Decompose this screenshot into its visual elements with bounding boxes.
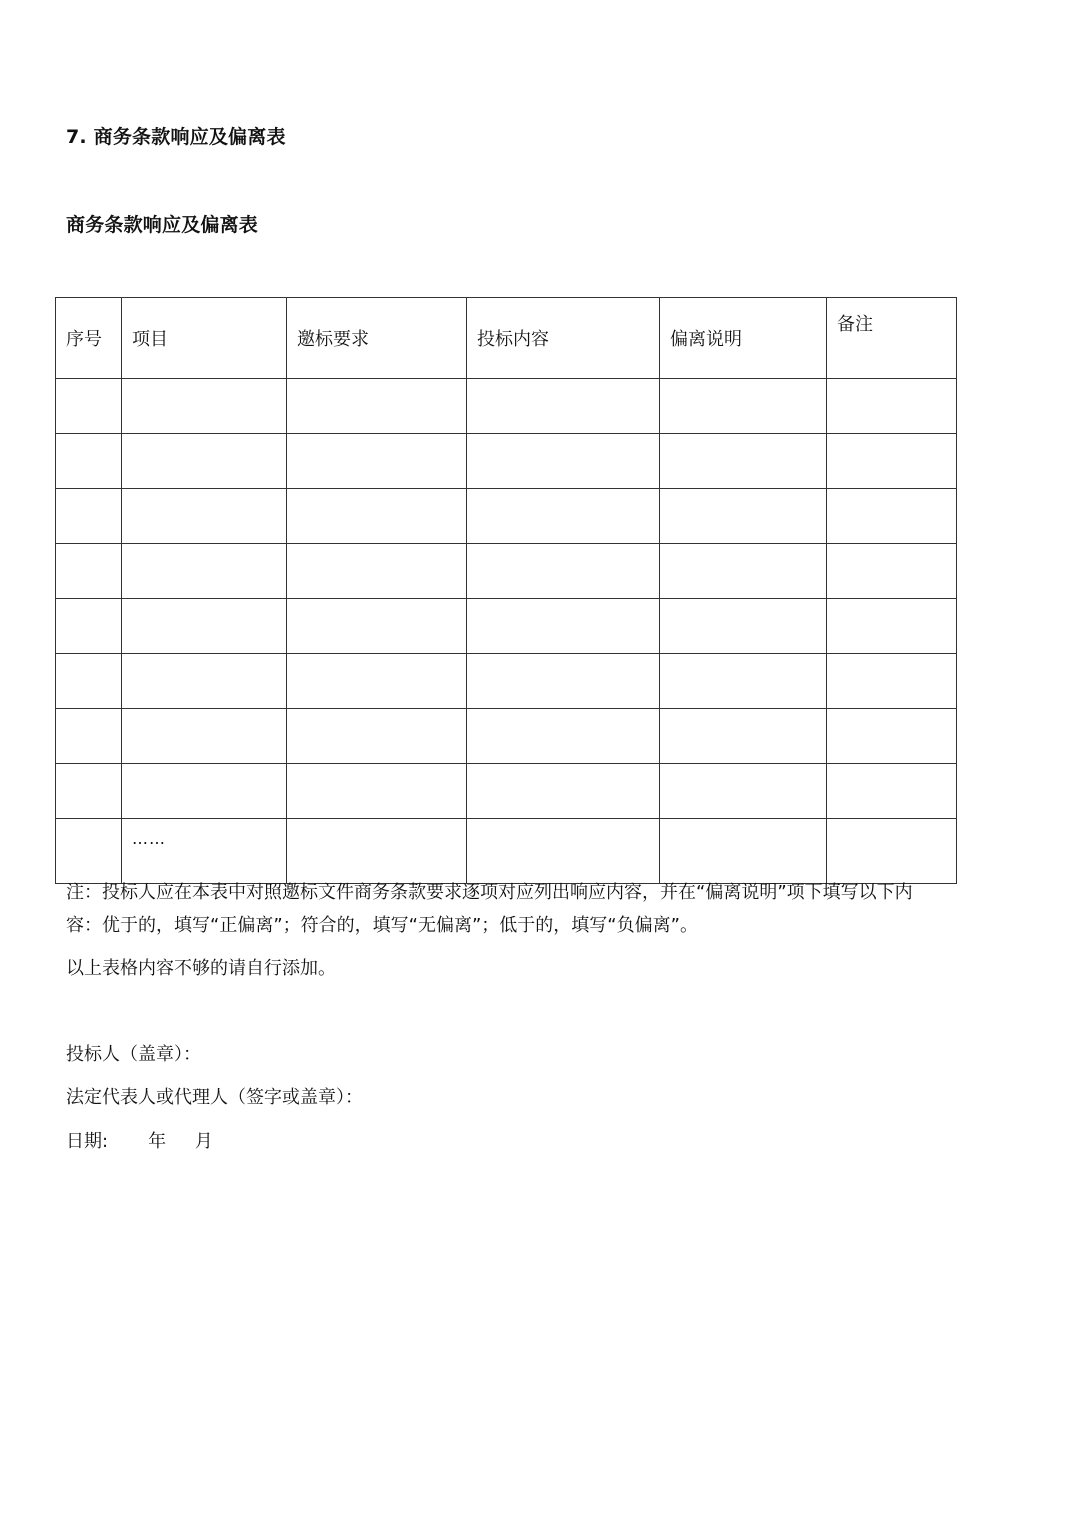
representative-signature-line: 法定代表人或代理人（签字或盖章）：	[66, 1087, 363, 1108]
table-cell	[287, 819, 467, 884]
table-cell	[56, 599, 122, 654]
header-remarks: 备注	[827, 298, 957, 379]
table-cell	[827, 819, 957, 884]
table-cell	[287, 709, 467, 764]
table-header-row	[56, 298, 957, 379]
table-row	[56, 434, 957, 489]
table-cell	[287, 764, 467, 819]
table-cell	[56, 654, 122, 709]
table-cell	[467, 709, 660, 764]
table-cell	[122, 434, 287, 489]
table-cell	[467, 544, 660, 599]
table-cell	[467, 654, 660, 709]
date-line: 日期: 年 月	[66, 1131, 213, 1152]
table-cell	[660, 764, 827, 819]
table-cell	[827, 544, 957, 599]
note-line-1: 注：投标人应在本表中对照邀标文件商务条款要求逐项对应列出响应内容，并在“偏离说明”项下填写以下内	[66, 882, 913, 903]
table-title: 商务条款响应及偏离表	[66, 214, 259, 236]
table-cell	[660, 599, 827, 654]
table-cell	[660, 434, 827, 489]
table-cell	[56, 544, 122, 599]
bidder-seal-line: 投标人（盖章）：	[66, 1044, 201, 1065]
table-cell	[287, 434, 467, 489]
add-rows-note: 以上表格内容不够的请自行添加。	[66, 958, 336, 979]
table-row	[56, 599, 957, 654]
table-row	[56, 819, 957, 884]
table-cell	[287, 544, 467, 599]
table-cell	[56, 379, 122, 434]
table-row	[56, 709, 957, 764]
table-cell	[122, 709, 287, 764]
table-cell	[827, 489, 957, 544]
table-row	[56, 379, 957, 434]
table-cell	[467, 434, 660, 489]
table-cell	[56, 489, 122, 544]
table-cell	[287, 599, 467, 654]
table-cell	[56, 434, 122, 489]
table-cell	[56, 709, 122, 764]
table-cell	[827, 654, 957, 709]
table-cell	[660, 489, 827, 544]
table-cell	[122, 654, 287, 709]
table-cell	[467, 489, 660, 544]
table-cell	[122, 544, 287, 599]
header-serial-number: 序号	[56, 298, 122, 379]
table-cell	[122, 489, 287, 544]
table-cell	[660, 654, 827, 709]
table-cell-ellipsis: ……	[122, 819, 287, 884]
table-cell	[827, 764, 957, 819]
table-cell	[56, 819, 122, 884]
note-line-2: 容：优于的，填写“正偏离”；符合的，填写“无偏离”；低于的，填写“负偏离”。	[66, 915, 698, 936]
header-invitation-requirement: 邀标要求	[287, 298, 467, 379]
table-cell	[122, 764, 287, 819]
header-bid-content: 投标内容	[467, 298, 660, 379]
table-row	[56, 489, 957, 544]
table-cell	[56, 764, 122, 819]
header-item: 项目	[122, 298, 287, 379]
table-cell	[467, 764, 660, 819]
table-cell	[827, 379, 957, 434]
table-cell	[827, 599, 957, 654]
table-cell	[287, 654, 467, 709]
table-row	[56, 654, 957, 709]
section-heading: 7. 商务条款响应及偏离表	[66, 126, 286, 148]
table-cell	[660, 819, 827, 884]
table-cell	[122, 599, 287, 654]
table-cell	[660, 709, 827, 764]
table-cell	[827, 709, 957, 764]
table-row	[56, 764, 957, 819]
table-cell	[827, 434, 957, 489]
header-deviation-description: 偏离说明	[660, 298, 827, 379]
table-cell	[467, 819, 660, 884]
table-cell	[467, 379, 660, 434]
deviation-table	[55, 297, 957, 884]
table-cell	[660, 544, 827, 599]
table-cell	[660, 379, 827, 434]
table-note	[66, 876, 1016, 942]
table-cell	[287, 379, 467, 434]
table-cell	[287, 489, 467, 544]
table-row	[56, 544, 957, 599]
table-cell	[467, 599, 660, 654]
table-cell	[122, 379, 287, 434]
